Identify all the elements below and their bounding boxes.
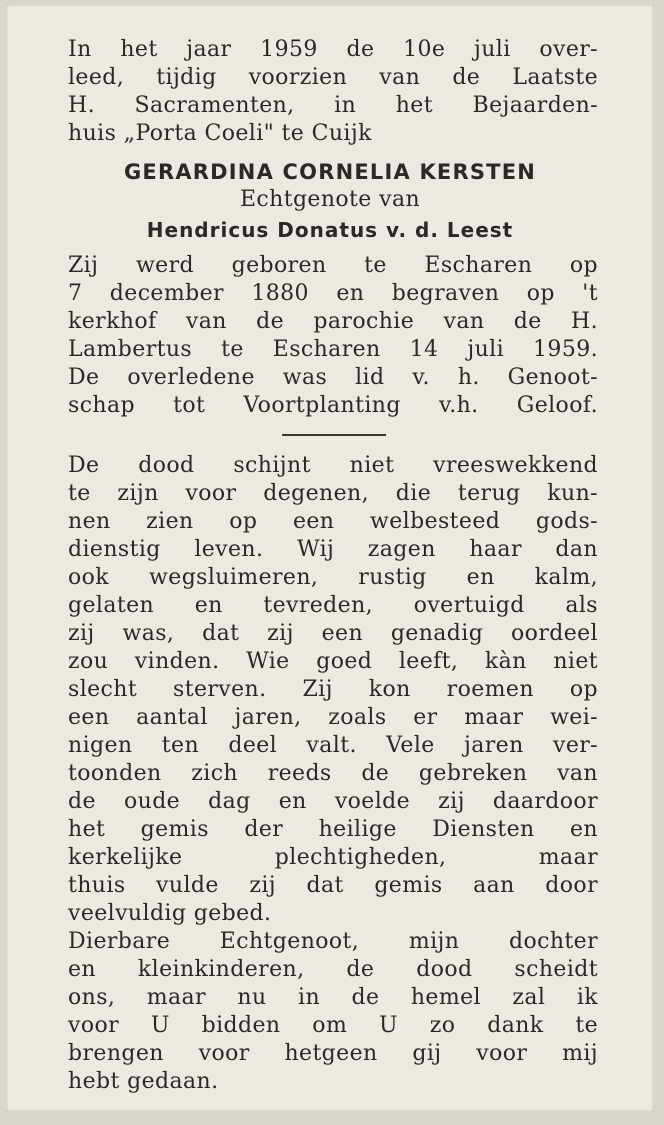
biography-line: Zij werd geboren te Escharen op [68, 253, 598, 278]
deceased-name: GERARDINA CORNELIA KERSTEN [123, 160, 537, 184]
header-line: H. Sacramenten, in het Bejaarden- [68, 93, 598, 118]
reflection-line: te zijn voor degenen, die terug kun- [68, 481, 598, 506]
reflection-line: veelvuldig gebed. [68, 901, 272, 926]
reflection-line: slecht sterven. Zij kon roemen op [68, 677, 598, 702]
reflection-line: zij was, dat zij een genadig oordeel [68, 621, 598, 646]
reflection-line: het gemis der heilige Diensten en [68, 817, 598, 842]
relation-label: Echtgenote van [239, 187, 421, 212]
farewell-line: en kleinkinderen, de dood scheidt [68, 957, 598, 982]
farewell-line: voor U bidden om U zo dank te [68, 1013, 598, 1038]
farewell-line: Dierbare Echtgenoot, mijn dochter [68, 929, 598, 954]
biography-line: 7 december 1880 en begraven op 't [68, 281, 598, 306]
spouse-name: Hendricus Donatus v. d. Leest [146, 218, 514, 242]
reflection-line: kerkelijke plechtigheden, maar [68, 845, 598, 870]
biography-line: De overledene was lid v. h. Genoot- [68, 365, 598, 390]
section-divider [282, 434, 386, 436]
reflection-line: de oude dag en voelde zij daardoor [68, 789, 598, 814]
reflection-line: nigen ten deel valt. Vele jaren ver- [68, 733, 598, 758]
biography-line: kerkhof van de parochie van de H. [68, 309, 598, 334]
biography-line: Lambertus te Escharen 14 juli 1959. [68, 337, 598, 362]
reflection-line: toonden zich reeds de gebreken van [68, 761, 598, 786]
header-line: In het jaar 1959 de 10e juli over- [68, 37, 598, 62]
reflection-line: een aantal jaren, zoals er maar wei- [68, 705, 598, 730]
reflection-line: ook wegsluimeren, rustig en kalm, [68, 565, 598, 590]
biography-line: schap tot Voortplanting v.h. Geloof. [68, 393, 598, 418]
reflection-line: gelaten en tevreden, overtuigd als [68, 593, 598, 618]
header-line: leed, tijdig voorzien van de Laatste [68, 65, 598, 90]
memorial-card [6, 4, 654, 1112]
farewell-line: hebt gedaan. [68, 1069, 219, 1094]
header-line: huis „Porta Coeli" te Cuijk [68, 121, 372, 146]
reflection-line: nen zien op een welbesteed gods- [68, 509, 598, 534]
reflection-line: thuis vulde zij dat gemis aan door [68, 873, 598, 898]
reflection-line: De dood schijnt niet vreeswekkend [68, 453, 598, 478]
reflection-line: dienstig leven. Wij zagen haar dan [68, 537, 598, 562]
farewell-line: ons, maar nu in de hemel zal ik [68, 985, 598, 1010]
reflection-line: zou vinden. Wie goed leeft, kàn niet [68, 649, 598, 674]
farewell-line: brengen voor hetgeen gij voor mij [68, 1041, 598, 1066]
